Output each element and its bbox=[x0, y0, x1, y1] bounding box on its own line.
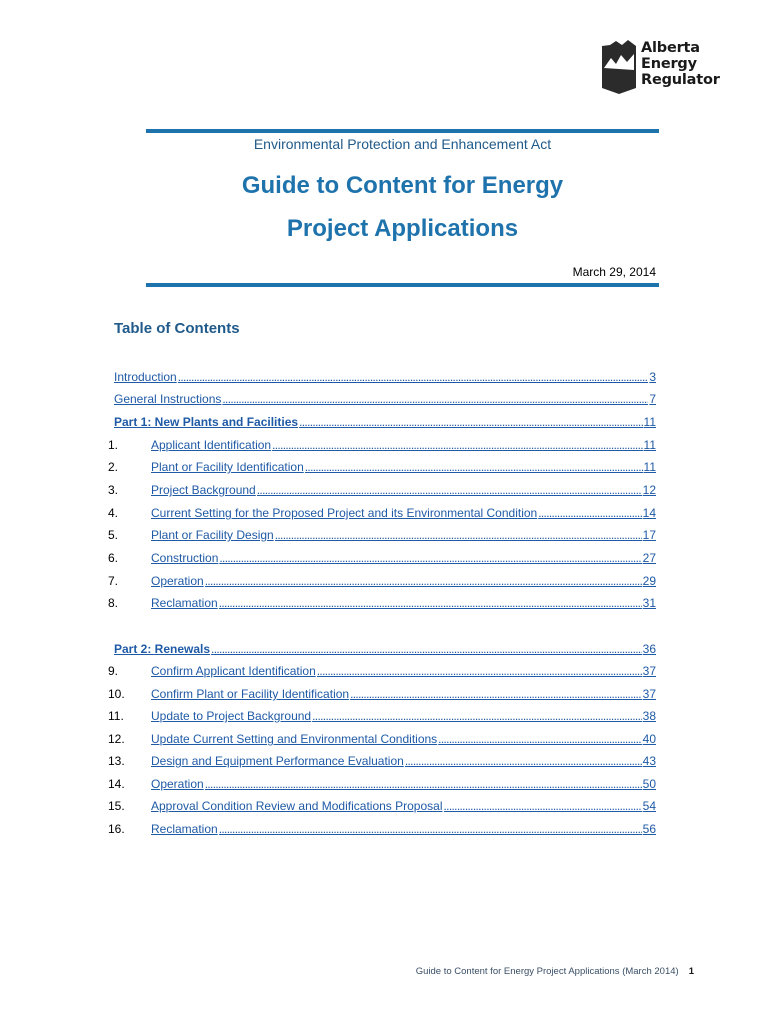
toc-leader-dots bbox=[444, 798, 642, 814]
toc-entry-link[interactable] bbox=[151, 437, 656, 453]
toc-entry-label: Operation bbox=[151, 777, 204, 791]
toc-entry-number: 14. bbox=[108, 777, 125, 791]
toc-leader-dots bbox=[305, 459, 643, 475]
toc-entry-label: Project Background bbox=[151, 483, 256, 497]
page-footer bbox=[416, 966, 694, 977]
toc-entry-number: 5. bbox=[108, 528, 119, 542]
toc-entry-number: 16. bbox=[108, 822, 125, 836]
toc-entry-page: 38 bbox=[642, 709, 656, 723]
toc-entry bbox=[108, 731, 656, 747]
toc-entry-page: 7 bbox=[649, 392, 656, 406]
toc-entry bbox=[108, 776, 656, 792]
toc-entry-number: 6. bbox=[108, 551, 119, 565]
toc-entry-label: Part 2: Renewals bbox=[114, 642, 211, 656]
toc-entry-number: 4. bbox=[108, 506, 119, 520]
toc-entry-number: 11. bbox=[108, 709, 124, 723]
toc-entry bbox=[108, 573, 656, 589]
toc-entry-link[interactable] bbox=[151, 708, 656, 724]
toc-leader-dots bbox=[275, 527, 642, 543]
toc-leader-dots bbox=[317, 663, 642, 679]
toc-entry-label: Reclamation bbox=[151, 596, 218, 610]
toc-entry-page: 12 bbox=[642, 483, 656, 497]
toc-entry-link[interactable] bbox=[151, 798, 656, 814]
toc-entry-number: 3. bbox=[108, 483, 119, 497]
toc-entry-page: 11 bbox=[643, 438, 656, 452]
toc-entry-label: General Instructions bbox=[114, 392, 222, 406]
toc-entry-page: 11 bbox=[643, 415, 656, 429]
toc-entry-label: Reclamation bbox=[151, 822, 218, 836]
toc-entry-label: Current Setting for the Proposed Project and its Environmental Condition bbox=[151, 506, 538, 520]
toc-entry bbox=[108, 708, 656, 724]
toc-entry-link[interactable] bbox=[151, 731, 656, 747]
toc-entry-number: 9. bbox=[108, 664, 119, 678]
toc-entry bbox=[108, 527, 656, 543]
toc-entry-label: Update Current Setting and Environmental Conditions bbox=[151, 732, 438, 746]
toc-entry bbox=[114, 369, 656, 385]
toc-entry-label: Confirm Plant or Facility Identification bbox=[151, 687, 350, 701]
toc-entry-link[interactable] bbox=[114, 369, 656, 385]
toc-entry-label: Confirm Applicant Identification bbox=[151, 664, 316, 678]
toc-entry-label: Introduction bbox=[114, 370, 177, 384]
toc-leader-dots bbox=[178, 369, 649, 385]
toc-entry-page: 14 bbox=[642, 506, 656, 520]
toc-entry-link[interactable] bbox=[151, 550, 656, 566]
toc-leader-dots bbox=[405, 753, 642, 769]
toc-entry-page: 37 bbox=[642, 687, 656, 701]
document-title-line-1: Guide to Content for Energy bbox=[241, 172, 564, 199]
toc-entry bbox=[108, 595, 656, 611]
toc-entry bbox=[108, 550, 656, 566]
document-date: March 29, 2014 bbox=[572, 265, 656, 279]
toc-leader-dots bbox=[205, 776, 642, 792]
toc-leader-dots bbox=[299, 414, 642, 430]
toc-entry bbox=[108, 686, 656, 702]
toc-entry-label: Plant or Facility Design bbox=[151, 528, 274, 542]
toc-entry-page: 11 bbox=[643, 460, 656, 474]
toc-leader-dots bbox=[219, 821, 642, 837]
toc-entry bbox=[108, 505, 656, 521]
footer-page-number: 1 bbox=[688, 966, 694, 977]
toc-entry-page: 17 bbox=[642, 528, 656, 542]
logo-line-alberta: Alberta bbox=[641, 40, 700, 56]
toc-entry bbox=[114, 414, 656, 430]
toc-entry-link[interactable] bbox=[114, 391, 656, 407]
toc-entry-label: Part 1: New Plants and Facilities bbox=[114, 415, 299, 429]
toc-entry-label: Design and Equipment Performance Evaluation bbox=[151, 754, 404, 768]
toc-leader-dots bbox=[205, 573, 642, 589]
toc-entry-label: Operation bbox=[151, 574, 204, 588]
logo-line-regulator: Regulator bbox=[641, 72, 720, 88]
toc-leader-dots bbox=[438, 731, 641, 747]
toc-entry-link[interactable] bbox=[151, 663, 656, 679]
toc-leader-dots bbox=[219, 550, 641, 566]
toc-entry bbox=[108, 663, 656, 679]
toc-entry-number: 13. bbox=[108, 754, 125, 768]
toc-leader-dots bbox=[222, 391, 648, 407]
toc-entry-label: Construction bbox=[151, 551, 219, 565]
title-bottom-rule bbox=[146, 283, 659, 287]
toc-entry-number: 1. bbox=[108, 438, 119, 452]
toc-entry-link[interactable] bbox=[151, 527, 656, 543]
toc-entry bbox=[114, 641, 656, 657]
logo-line-energy: Energy bbox=[641, 56, 697, 72]
toc-entry-number: 8. bbox=[108, 596, 119, 610]
toc-leader-dots bbox=[538, 505, 641, 521]
toc-entry-page: 3 bbox=[649, 370, 656, 384]
toc-entry-label: Approval Condition Review and Modifications Proposal bbox=[151, 799, 443, 813]
footer-text: Guide to Content for Energy Project Applications (March 2014) bbox=[415, 966, 679, 977]
toc-entry-number: 2. bbox=[108, 460, 119, 474]
toc-entry-link[interactable] bbox=[151, 686, 656, 702]
toc-heading: Table of Contents bbox=[114, 320, 240, 337]
toc-entry-link[interactable] bbox=[151, 459, 656, 475]
toc-entry-link[interactable] bbox=[114, 414, 656, 430]
toc-entry bbox=[108, 798, 656, 814]
toc-entry-link[interactable] bbox=[151, 821, 656, 837]
toc-entry bbox=[108, 459, 656, 475]
toc-entry-label: Plant or Facility Identification bbox=[151, 460, 304, 474]
toc-leader-dots bbox=[219, 595, 642, 611]
toc-entry-number: 15. bbox=[108, 799, 125, 813]
toc-entry-page: 29 bbox=[642, 574, 656, 588]
toc-entry-label: Update to Project Background bbox=[151, 709, 312, 723]
toc-entry bbox=[108, 482, 656, 498]
toc-entry bbox=[108, 437, 656, 453]
toc-entry bbox=[108, 821, 656, 837]
title-top-rule bbox=[146, 129, 659, 133]
toc-leader-dots bbox=[272, 437, 642, 453]
toc-entry-link[interactable] bbox=[151, 753, 656, 769]
toc-entry-page: 54 bbox=[642, 799, 656, 813]
toc-entry-link[interactable] bbox=[114, 641, 656, 657]
toc-entry-number: 12. bbox=[108, 732, 125, 746]
toc-entry-page: 43 bbox=[642, 754, 656, 768]
toc-leader-dots bbox=[312, 708, 642, 724]
toc-entry-number: 7. bbox=[108, 574, 119, 588]
alberta-energy-regulator-mark-icon bbox=[602, 40, 636, 94]
toc-entry-link[interactable] bbox=[151, 776, 656, 792]
document-title-line-2: Project Applications bbox=[286, 215, 519, 242]
toc-entry-page: 40 bbox=[642, 732, 656, 746]
toc-entry bbox=[114, 391, 656, 407]
toc-entry-number: 10. bbox=[108, 687, 125, 701]
toc-entry-link[interactable] bbox=[151, 595, 656, 611]
act-name: Environmental Protection and Enhancement Act bbox=[253, 136, 552, 152]
toc-leader-dots bbox=[211, 641, 642, 657]
toc-entry-link[interactable] bbox=[151, 505, 656, 521]
toc-entry-page: 31 bbox=[642, 596, 656, 610]
toc-leader-dots bbox=[350, 686, 642, 702]
toc-entry-page: 56 bbox=[642, 822, 656, 836]
toc-entry-link[interactable] bbox=[151, 482, 656, 498]
logo-wordmark bbox=[641, 40, 720, 88]
toc-entry-page: 50 bbox=[642, 777, 656, 791]
toc-entry-link[interactable] bbox=[151, 573, 656, 589]
aer-logo bbox=[602, 40, 720, 94]
toc-entry-page: 37 bbox=[642, 664, 656, 678]
toc-entry-label: Applicant Identification bbox=[151, 438, 272, 452]
toc-entry-page: 36 bbox=[642, 642, 656, 656]
toc-entry bbox=[108, 753, 656, 769]
toc-leader-dots bbox=[257, 482, 642, 498]
toc-entry-page: 27 bbox=[642, 551, 656, 565]
